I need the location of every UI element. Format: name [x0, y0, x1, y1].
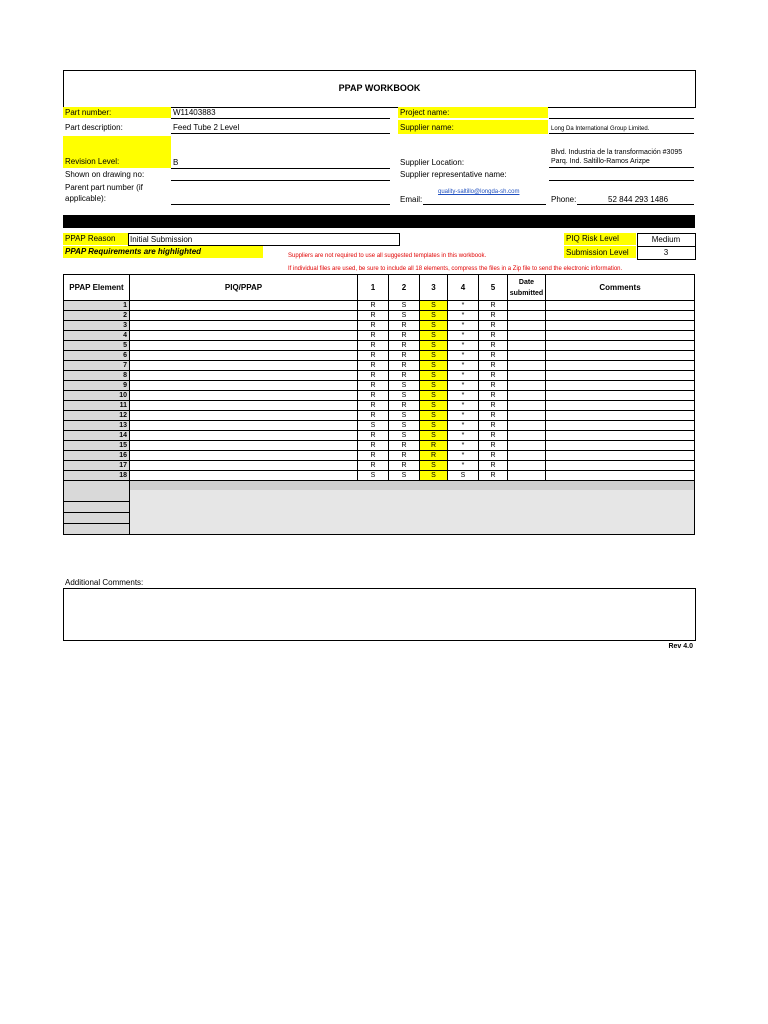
level-2-cell: S — [389, 421, 420, 431]
level-4-cell: * — [448, 401, 479, 411]
element-number: 6 — [64, 351, 130, 361]
level-4-cell: * — [448, 381, 479, 391]
submission-level-label: Submission Level — [566, 248, 629, 257]
level-2-cell: S — [389, 391, 420, 401]
comments-cell[interactable] — [546, 471, 695, 481]
piq-ppap-cell[interactable] — [130, 441, 358, 451]
element-number: 14 — [64, 431, 130, 441]
level-4-cell: * — [448, 361, 479, 371]
table-row — [64, 341, 695, 351]
supplier-location-underline — [549, 167, 694, 168]
element-number: 5 — [64, 341, 130, 351]
level-4-cell: * — [448, 321, 479, 331]
header-level-1: 1 — [358, 275, 389, 301]
table-row — [64, 311, 695, 321]
level-1-cell: R — [358, 391, 389, 401]
comments-cell[interactable] — [546, 391, 695, 401]
level-4-cell: * — [448, 341, 479, 351]
level-3-cell: S — [420, 331, 448, 341]
comments-cell[interactable] — [546, 361, 695, 371]
level-3-cell: S — [420, 471, 448, 481]
date-submitted-cell[interactable] — [508, 371, 546, 381]
element-number: 18 — [64, 471, 130, 481]
level-3-cell: S — [420, 371, 448, 381]
date-submitted-cell[interactable] — [508, 421, 546, 431]
comments-cell[interactable] — [546, 441, 695, 451]
comments-cell[interactable] — [546, 301, 695, 311]
level-3-cell: S — [420, 381, 448, 391]
element-number: 7 — [64, 361, 130, 371]
level-4-cell: * — [448, 301, 479, 311]
supplier-location-line2: Parq. Ind. Saltillo-Ramos Arizpe — [551, 158, 650, 165]
element-number: 8 — [64, 371, 130, 381]
level-4-cell: S — [448, 471, 479, 481]
table-row — [64, 431, 695, 441]
piq-ppap-cell[interactable] — [130, 361, 358, 371]
project-name-label: Project name: — [400, 108, 450, 117]
email-label: Email: — [400, 195, 423, 204]
level-3-cell: S — [420, 461, 448, 471]
level-3-cell: S — [420, 391, 448, 401]
level-5-cell: R — [479, 401, 508, 411]
date-submitted-cell[interactable] — [508, 461, 546, 471]
footer-left-cell — [64, 481, 130, 535]
level-4-cell: * — [448, 331, 479, 341]
level-1-cell: R — [358, 361, 389, 371]
level-4-cell: * — [448, 451, 479, 461]
level-5-cell: R — [479, 441, 508, 451]
element-number: 3 — [64, 321, 130, 331]
level-1-cell: R — [358, 411, 389, 421]
level-5-cell: R — [479, 351, 508, 361]
level-5-cell: R — [479, 391, 508, 401]
date-submitted-cell[interactable] — [508, 341, 546, 351]
comments-cell[interactable] — [546, 331, 695, 341]
shown-on-drawing-label: Shown on drawing no: — [65, 170, 145, 179]
table-row — [64, 471, 695, 481]
notice-zip-files: If individual files are used, be sure to include all 18 elements, compress the files in a Zip file to send the electronic information. — [288, 266, 623, 272]
level-5-cell: R — [479, 341, 508, 351]
level-2-cell: R — [389, 461, 420, 471]
level-3-cell: R — [420, 451, 448, 461]
level-5-cell: R — [479, 431, 508, 441]
piq-ppap-cell[interactable] — [130, 391, 358, 401]
level-1-cell: R — [358, 371, 389, 381]
element-number: 17 — [64, 461, 130, 471]
level-5-cell: R — [479, 471, 508, 481]
piq-ppap-cell[interactable] — [130, 471, 358, 481]
level-2-cell: S — [389, 301, 420, 311]
header-level-3: 3 — [420, 275, 448, 301]
part-description-value: Feed Tube 2 Level — [173, 123, 240, 132]
level-2-cell: S — [389, 311, 420, 321]
date-submitted-cell[interactable] — [508, 471, 546, 481]
piq-ppap-cell[interactable] — [130, 381, 358, 391]
table-row — [64, 411, 695, 421]
additional-comments-label: Additional Comments: — [65, 578, 144, 587]
date-submitted-cell[interactable] — [508, 321, 546, 331]
level-4-cell: * — [448, 311, 479, 321]
piq-ppap-cell[interactable] — [130, 351, 358, 361]
piq-ppap-cell[interactable] — [130, 431, 358, 441]
piq-ppap-cell[interactable] — [130, 401, 358, 411]
level-3-cell: S — [420, 361, 448, 371]
revision-level-field[interactable] — [171, 157, 390, 169]
supplier-name-value: Long Da International Group Limited. — [551, 126, 650, 132]
piq-ppap-cell[interactable] — [130, 301, 358, 311]
header-date-submitted: Date submitted — [508, 275, 546, 301]
part-description-label: Part description: — [65, 123, 123, 132]
level-3-cell: S — [420, 351, 448, 361]
level-2-cell: S — [389, 471, 420, 481]
risk-level-label: PIQ Risk Level — [566, 234, 619, 243]
piq-ppap-cell[interactable] — [130, 411, 358, 421]
level-4-cell: * — [448, 441, 479, 451]
level-2-cell: S — [389, 431, 420, 441]
level-2-cell: R — [389, 371, 420, 381]
level-2-cell: R — [389, 341, 420, 351]
piq-ppap-cell[interactable] — [130, 341, 358, 351]
level-5-cell: R — [479, 381, 508, 391]
table-row — [64, 361, 695, 371]
level-4-cell: * — [448, 461, 479, 471]
element-number: 9 — [64, 381, 130, 391]
piq-ppap-cell[interactable] — [130, 451, 358, 461]
level-1-cell: R — [358, 441, 389, 451]
table-row — [64, 351, 695, 361]
level-2-cell: R — [389, 321, 420, 331]
level-2-cell: S — [389, 381, 420, 391]
part-number-label: Part number: — [65, 108, 112, 117]
level-3-cell: S — [420, 301, 448, 311]
piq-ppap-cell[interactable] — [130, 321, 358, 331]
level-2-cell: R — [389, 331, 420, 341]
part-number-value: W11403883 — [173, 108, 216, 117]
element-number: 15 — [64, 441, 130, 451]
level-4-cell: * — [448, 351, 479, 361]
piq-ppap-cell[interactable] — [130, 371, 358, 381]
supplier-rep-label: Supplier representative name: — [400, 170, 507, 179]
level-2-cell: R — [389, 361, 420, 371]
header-level-5: 5 — [479, 275, 508, 301]
comments-cell[interactable] — [546, 431, 695, 441]
level-5-cell: R — [479, 371, 508, 381]
level-1-cell: R — [358, 401, 389, 411]
level-5-cell: R — [479, 411, 508, 421]
date-submitted-cell[interactable] — [508, 361, 546, 371]
section-divider-bar — [63, 215, 695, 228]
level-3-cell: S — [420, 421, 448, 431]
comments-cell[interactable] — [546, 461, 695, 471]
parent-part-label-line1: Parent part number (if — [65, 183, 143, 192]
table-row — [64, 421, 695, 431]
email-link[interactable]: quality-saltillo@longda-sh.com — [438, 189, 520, 195]
element-number: 13 — [64, 421, 130, 431]
level-2-cell: R — [389, 351, 420, 361]
level-3-cell: S — [420, 311, 448, 321]
table-header-row — [64, 275, 695, 301]
phone-value: 52 844 293 1486 — [608, 195, 669, 204]
comments-cell[interactable] — [546, 421, 695, 431]
level-3-cell: S — [420, 431, 448, 441]
project-name-field[interactable] — [549, 107, 694, 119]
requirements-note: PPAP Requirements are highlighted — [65, 247, 202, 256]
date-submitted-cell[interactable] — [508, 381, 546, 391]
level-5-cell: R — [479, 361, 508, 371]
comments-cell[interactable] — [546, 371, 695, 381]
header-comments: Comments — [546, 275, 695, 301]
additional-comments-box[interactable] — [63, 588, 696, 641]
table-row — [64, 441, 695, 451]
level-1-cell: R — [358, 341, 389, 351]
comments-cell[interactable] — [546, 411, 695, 421]
date-submitted-cell[interactable] — [508, 451, 546, 461]
level-5-cell: R — [479, 301, 508, 311]
comments-cell[interactable] — [546, 341, 695, 351]
level-5-cell: R — [479, 421, 508, 431]
level-4-cell: * — [448, 371, 479, 381]
level-2-cell: S — [389, 411, 420, 421]
level-4-cell: * — [448, 431, 479, 441]
comments-cell[interactable] — [546, 401, 695, 411]
level-3-cell: S — [420, 321, 448, 331]
level-2-cell: R — [389, 441, 420, 451]
element-number: 1 — [64, 301, 130, 311]
level-3-cell: S — [420, 341, 448, 351]
comments-cell[interactable] — [546, 321, 695, 331]
date-submitted-cell[interactable] — [508, 431, 546, 441]
level-3-cell: S — [420, 401, 448, 411]
footer-notes-cell[interactable] — [130, 481, 695, 535]
level-5-cell: R — [479, 451, 508, 461]
table-row — [64, 391, 695, 401]
revision-label: Rev 4.0 — [668, 643, 693, 650]
element-number: 10 — [64, 391, 130, 401]
level-1-cell: R — [358, 381, 389, 391]
date-submitted-cell[interactable] — [508, 311, 546, 321]
supplier-rep-field[interactable] — [549, 169, 694, 181]
parent-part-label-line2: applicable): — [65, 194, 106, 203]
risk-level-value: Medium — [651, 235, 681, 244]
shown-on-drawing-field[interactable] — [171, 169, 390, 181]
date-submitted-cell[interactable] — [508, 331, 546, 341]
level-1-cell: R — [358, 451, 389, 461]
element-number: 12 — [64, 411, 130, 421]
table-row — [64, 301, 695, 311]
ppap-element-table — [63, 274, 695, 535]
level-3-cell: R — [420, 441, 448, 451]
revision-level-label: Revision Level: — [65, 157, 120, 166]
header-piq-ppap: PIQ/PPAP — [130, 275, 358, 301]
level-1-cell: R — [358, 351, 389, 361]
level-1-cell: S — [358, 471, 389, 481]
header-level-2: 2 — [389, 275, 420, 301]
level-1-cell: S — [358, 421, 389, 431]
date-submitted-cell[interactable] — [508, 411, 546, 421]
comments-cell[interactable] — [546, 381, 695, 391]
supplier-location-label: Supplier Location: — [400, 158, 465, 167]
comments-cell[interactable] — [546, 311, 695, 321]
piq-ppap-cell[interactable] — [130, 461, 358, 471]
level-5-cell: R — [479, 321, 508, 331]
table-row — [64, 451, 695, 461]
ppap-reason-value: Initial Submission — [130, 235, 193, 244]
level-5-cell: R — [479, 461, 508, 471]
element-number: 11 — [64, 401, 130, 411]
table-row — [64, 461, 695, 471]
supplier-location-line1: Blvd. Industria de la transformación #3095 — [551, 149, 683, 156]
element-number: 2 — [64, 311, 130, 321]
level-1-cell: R — [358, 331, 389, 341]
parent-part-field[interactable] — [171, 193, 390, 205]
level-1-cell: R — [358, 321, 389, 331]
level-4-cell: * — [448, 421, 479, 431]
submission-level-value: 3 — [663, 248, 669, 257]
date-submitted-cell[interactable] — [508, 441, 546, 451]
notice-templates: Suppliers are not required to use all suggested templates in this workbook. — [288, 253, 487, 259]
table-row — [64, 401, 695, 411]
level-1-cell: R — [358, 431, 389, 441]
level-3-cell: S — [420, 411, 448, 421]
date-submitted-cell[interactable] — [508, 391, 546, 401]
level-2-cell: R — [389, 451, 420, 461]
supplier-name-label: Supplier name: — [400, 123, 454, 132]
element-number: 4 — [64, 331, 130, 341]
level-5-cell: R — [479, 331, 508, 341]
revision-level-value: B — [173, 158, 179, 167]
level-1-cell: R — [358, 311, 389, 321]
ppap-reason-label: PPAP Reason — [65, 234, 116, 243]
element-number: 16 — [64, 451, 130, 461]
level-4-cell: * — [448, 411, 479, 421]
piq-ppap-cell[interactable] — [130, 331, 358, 341]
level-4-cell: * — [448, 391, 479, 401]
date-submitted-cell[interactable] — [508, 401, 546, 411]
table-row — [64, 381, 695, 391]
piq-ppap-cell[interactable] — [130, 421, 358, 431]
header-level-4: 4 — [448, 275, 479, 301]
comments-cell[interactable] — [546, 451, 695, 461]
date-submitted-cell[interactable] — [508, 301, 546, 311]
table-row — [64, 371, 695, 381]
header-ppap-element: PPAP Element — [64, 275, 130, 301]
table-row — [64, 321, 695, 331]
level-1-cell: R — [358, 301, 389, 311]
grey-footer-row — [64, 481, 695, 535]
date-submitted-cell[interactable] — [508, 351, 546, 361]
piq-ppap-cell[interactable] — [130, 311, 358, 321]
level-2-cell: R — [389, 401, 420, 411]
table-row — [64, 331, 695, 341]
phone-label: Phone: — [551, 195, 577, 204]
page-title: PPAP WORKBOOK — [338, 83, 421, 93]
level-5-cell: R — [479, 311, 508, 321]
level-1-cell: R — [358, 461, 389, 471]
comments-cell[interactable] — [546, 351, 695, 361]
